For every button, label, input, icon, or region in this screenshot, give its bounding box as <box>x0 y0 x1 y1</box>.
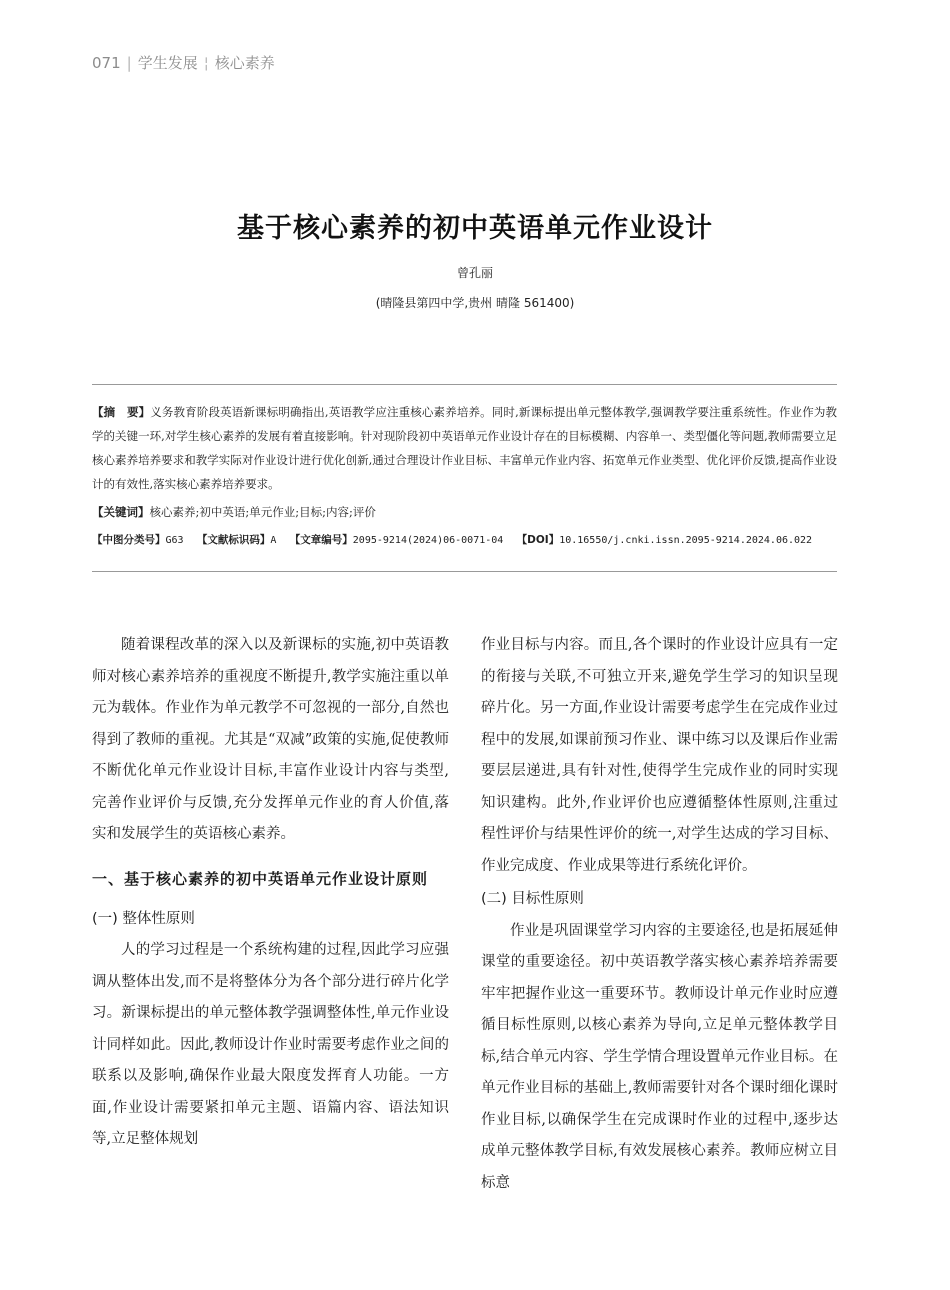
doc-code-value: A <box>270 535 277 546</box>
clc-value: G63 <box>165 535 184 546</box>
keywords <box>92 504 376 520</box>
section-label: 学生发展 <box>137 54 198 72</box>
doc-code-label: 【文献标识码】 <box>196 534 271 546</box>
clc-label: 【中图分类号】 <box>92 534 166 546</box>
body-column-right <box>481 630 838 1199</box>
divider-bottom <box>92 571 837 572</box>
subsection-paragraph-1-continued: 作业目标与内容。而且,各个课时的作业设计应具有一定的衔接与关联,不可独立开来,避免学生学习的知识呈现碎片化。另一方面,作业设计需要考虑学生在完成作业过程中的发展,如课前预习作业、课中练习以及课后作业需要层层递进,具有针对性,使得学生完成作业的同时实现知识建构。此外,作业评价也应遵循整体性原则,注重过程性评价与结果性评价的统一,对学生达成的学习目标、作业完成度、作业成果等进行系统化评价。 <box>481 637 838 874</box>
abstract-text: 义务教育阶段英语新课标明确指出,英语教学应注重核心素养培养。同时,新课标提出单元整体教学,强调教学要注重系统性。作业作为教学的关键一环,对学生核心素养的发展有着直接影响。针对现阶段初中英语单元作业设计存在的目标模糊、内容单一、类型僵化等问题,教师需要立足核心素养培养要求和教学实际对作业设计进行优化创新,通过合理设计作业目标、丰富单元作业内容、拓宽单元作业类型、优化评价反馈,提高作业设计的有效性,落实核心素养培养要求。 <box>92 405 837 491</box>
page-number: 071 <box>92 54 121 72</box>
keywords-text: 核心素养;初中英语;单元作业;目标;内容;评价 <box>149 505 376 519</box>
abstract <box>92 400 837 496</box>
subsection-paragraph-2: 作业是巩固课堂学习内容的主要途径,也是拓展延伸课堂的重要途径。初中英语教学落实核心素养培养需要牢牢把握作业这一重要环节。教师设计单元作业时应遵循目标性原则,以核心素养为导向,立足单元整体教学目标,结合单元内容、学生学情合理设置单元作业目标。在单元作业目标的基础上,教师需要针对各个课时细化课时作业目标,以确保学生在完成课时作业的过程中,逐步达成单元整体教学目标,有效发展核心素养。教师应树立目标意 <box>481 922 838 1191</box>
author-name: 曾孔丽 <box>456 266 493 280</box>
article-title: 基于核心素养的初中英语单元作业设计 <box>237 213 713 244</box>
author-affiliation: (晴隆县第四中学,贵州 晴隆 561400) <box>375 296 575 310</box>
divider-top <box>92 384 837 385</box>
body-column-left <box>92 630 449 1156</box>
doi-label: 【DOI】 <box>516 534 560 546</box>
subsection-heading-2: (二) 目标性原则 <box>481 891 584 907</box>
article-number-value: 2095-9214(2024)06-0071-04 <box>352 535 504 546</box>
subsection-heading-1: (一) 整体性原则 <box>92 910 195 927</box>
running-head: 071 | 学生发展 ¦ 核心素养 <box>92 54 275 72</box>
doi-value: 10.16550/j.cnki.issn.2095-9214.2024.06.022 <box>559 535 813 546</box>
section-heading: 一、基于核心素养的初中英语单元作业设计原则 <box>92 869 429 888</box>
subsection-label: 核心素养 <box>214 54 275 72</box>
subsection-paragraph-1: 人的学习过程是一个系统构建的过程,因此学习应强调从整体出发,而不是将整体分为各个部分进行碎片化学习。新课标提出的单元整体教学强调整体性,单元作业设计同样如此。因此,教师设计作业时需要考虑作业之间的联系以及影响,确保作业最大限度发挥育人功能。一方面,作业设计需要紧扣单元主题、语篇内容、语法知识等,立足整体规划 <box>92 942 449 1147</box>
abstract-label: 【摘 要】 <box>92 405 151 419</box>
intro-paragraph: 随着课程改革的深入以及新课标的实施,初中英语教师对核心素养培养的重视度不断提升,教学实施注重以单元为载体。作业作为单元教学不可忽视的一部分,自然也得到了教师的重视。尤其是“双减”政策的实施,促使教师不断优化单元作业设计目标,丰富作业设计内容与类型,完善作业评价与反馈,充分发挥单元作业的育人价值,落实和发展学生的英语核心素养。 <box>92 637 449 842</box>
classification-row <box>92 532 837 547</box>
keywords-label: 【关键词】 <box>92 505 150 519</box>
article-number-label: 【文章编号】 <box>289 534 353 546</box>
